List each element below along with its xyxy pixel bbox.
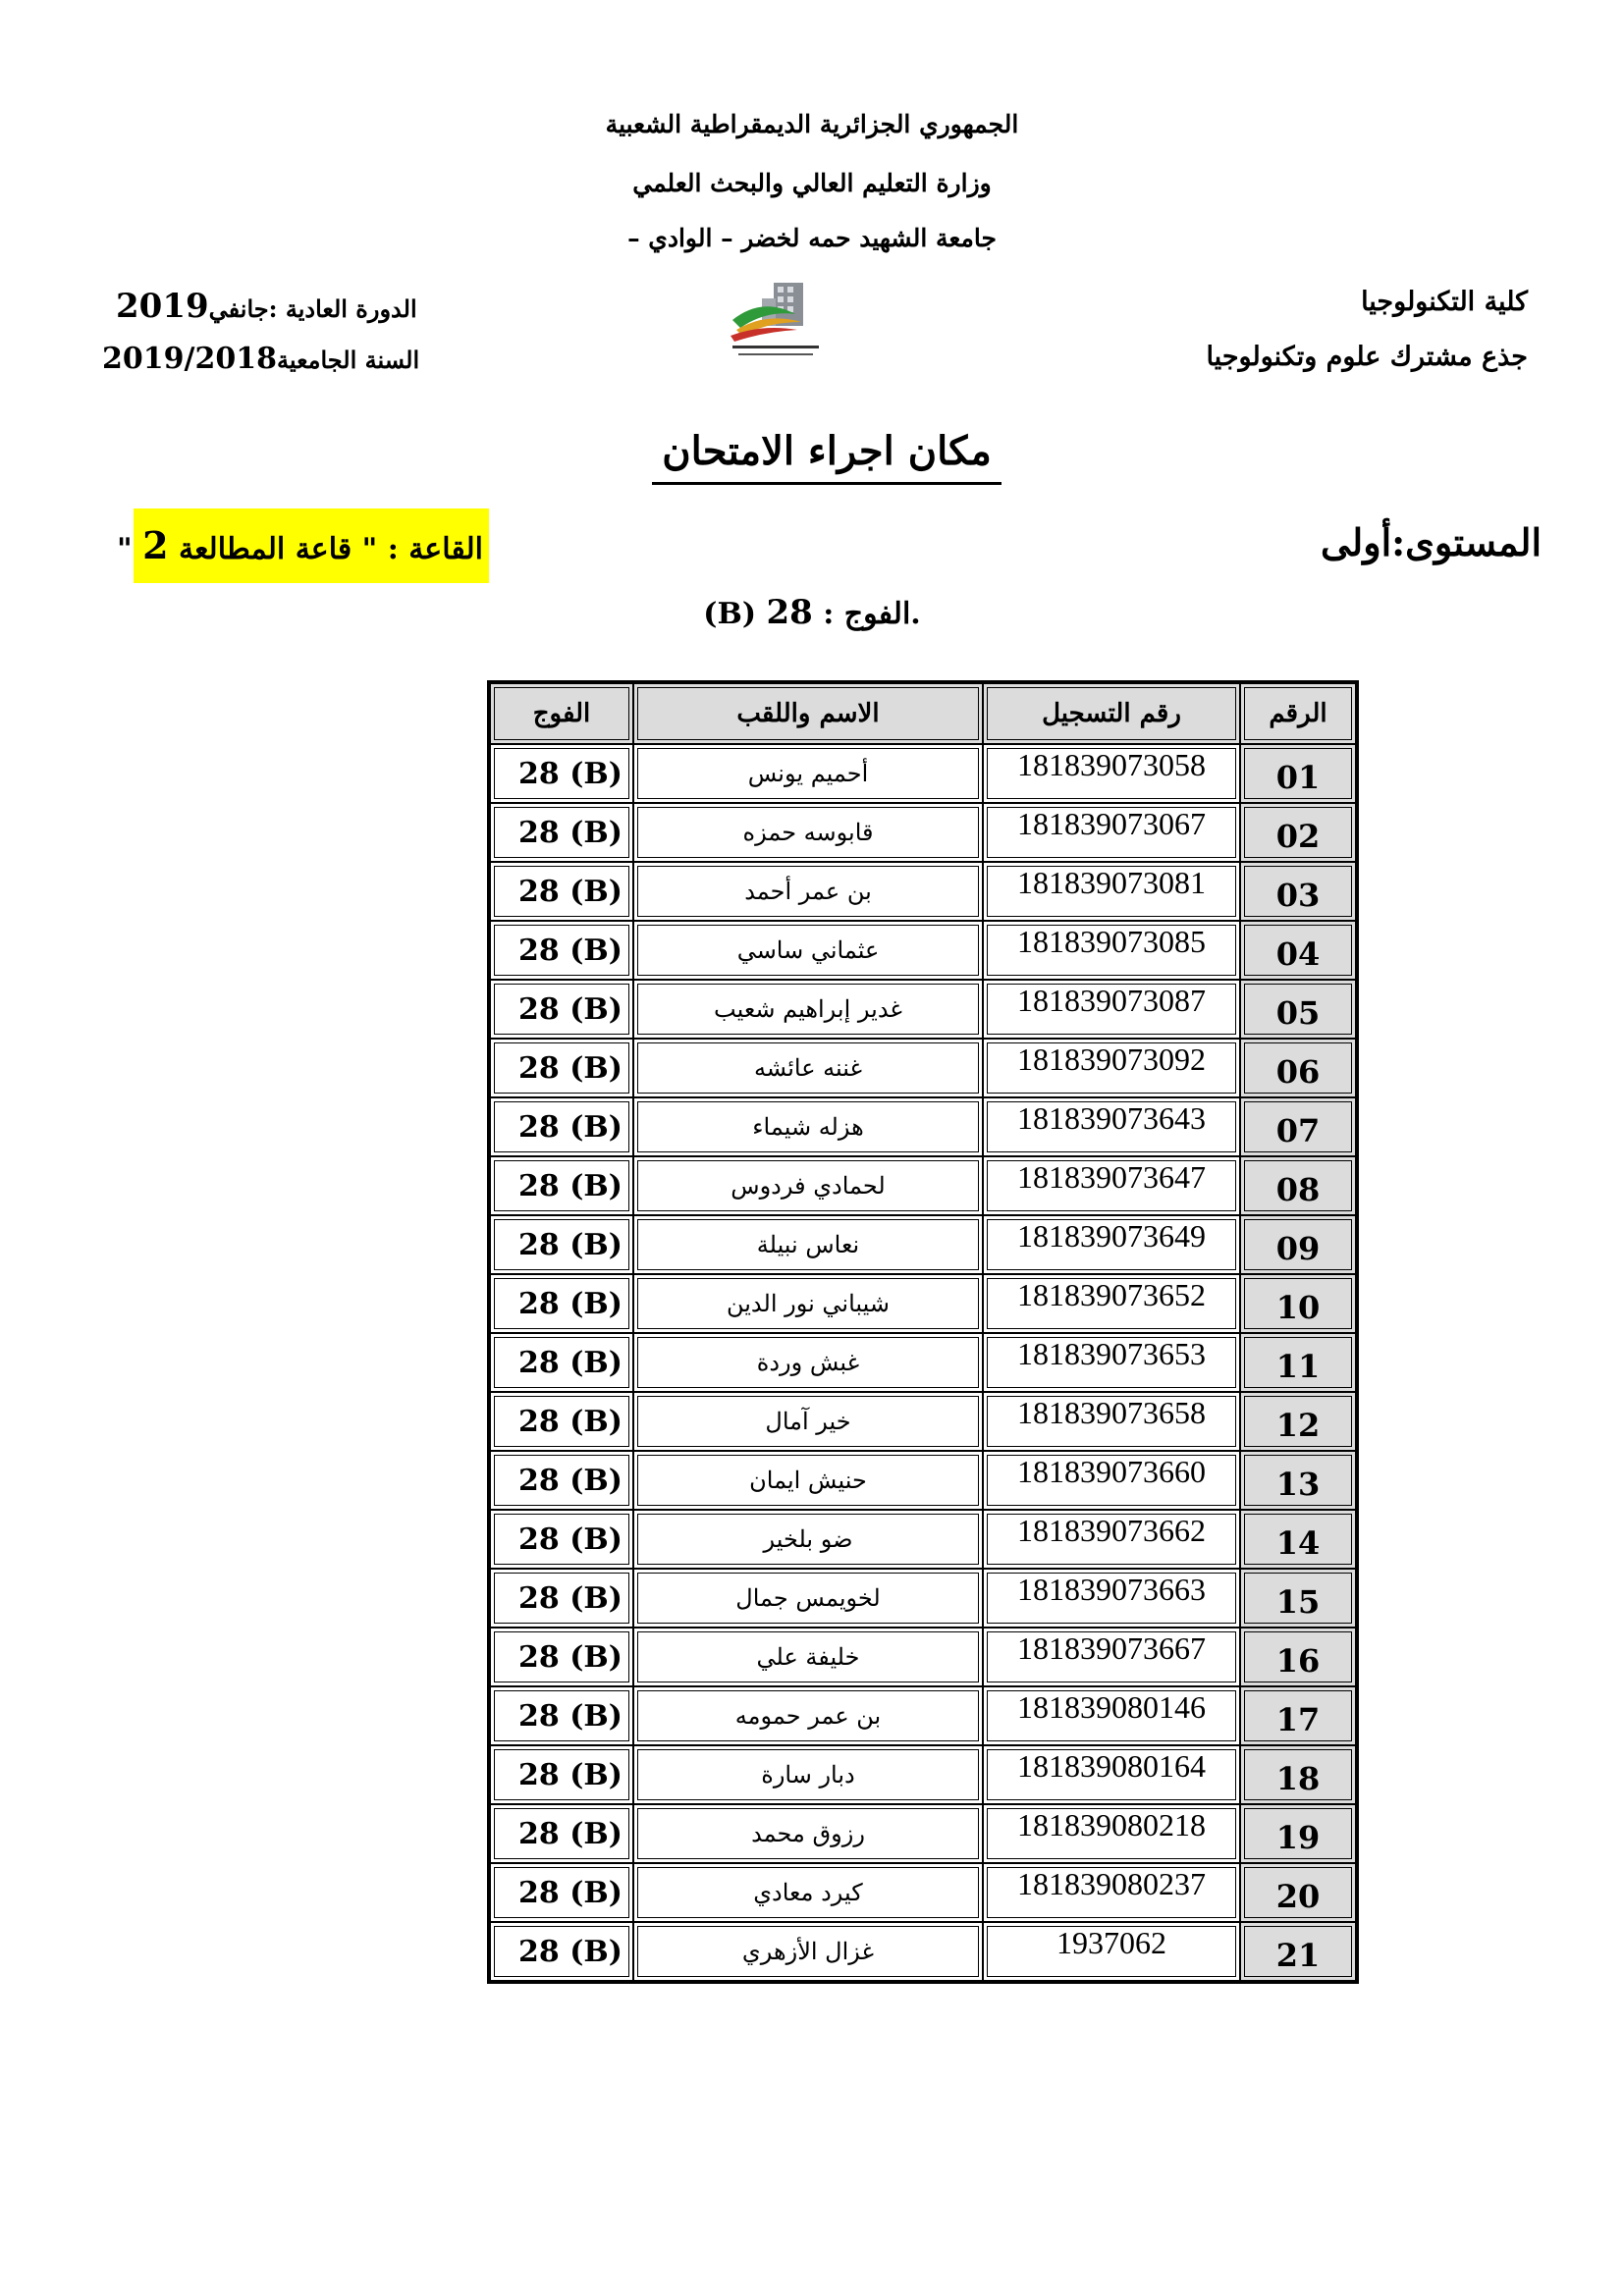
registration-number: 181839080164	[983, 1745, 1240, 1804]
row-number: 14	[1240, 1510, 1356, 1569]
student-name: غزال الأزهري	[633, 1922, 983, 1981]
registration-number: 181839080237	[983, 1863, 1240, 1922]
group-line	[0, 593, 1624, 632]
table-row	[490, 1039, 1356, 1097]
table-row	[490, 1451, 1356, 1510]
row-number: 05	[1240, 980, 1356, 1039]
student-group: 28 (B)	[490, 1156, 633, 1215]
registration-number: 181839073058	[983, 744, 1240, 803]
row-number: 18	[1240, 1745, 1356, 1804]
table-row	[490, 980, 1356, 1039]
registration-number: 181839073663	[983, 1569, 1240, 1628]
row-number: 20	[1240, 1863, 1356, 1922]
registration-number: 181839073092	[983, 1039, 1240, 1097]
student-group: 28 (B)	[490, 803, 633, 862]
table-row	[490, 1392, 1356, 1451]
row-number: 15	[1240, 1569, 1356, 1628]
session-label: الدورة العادية :جانفي	[208, 294, 417, 323]
student-name: دبار سارة	[633, 1745, 983, 1804]
student-name: نعاس نبيلة	[633, 1215, 983, 1274]
student-group: 28 (B)	[490, 1097, 633, 1156]
row-number: 11	[1240, 1333, 1356, 1392]
registration-number: 181839073081	[983, 862, 1240, 921]
row-number: 12	[1240, 1392, 1356, 1451]
registration-number: 181839073643	[983, 1097, 1240, 1156]
student-name: رزوق محمد	[633, 1804, 983, 1863]
republic-line: الجمهوري الجزائرية الديمقراطية الشعبية	[605, 110, 1019, 138]
student-name: لخويمس جمال	[633, 1569, 983, 1628]
students-table	[487, 680, 1359, 1984]
student-group: 28 (B)	[490, 1628, 633, 1686]
row-number: 02	[1240, 803, 1356, 862]
table-row	[490, 1510, 1356, 1569]
student-name: خليفة علي	[633, 1628, 983, 1686]
room-label: القاعة : " قاعة المطالعة	[179, 532, 483, 566]
table-row	[490, 1922, 1356, 1981]
room-number: 2	[142, 523, 169, 567]
table-row	[490, 921, 1356, 980]
academic-year	[102, 342, 419, 376]
table-header-row	[490, 683, 1356, 744]
header-group: الفوج	[490, 683, 633, 744]
faculty-name: كلية التكنولوجيا	[1361, 287, 1528, 317]
row-number: 13	[1240, 1451, 1356, 1510]
student-name: أحميم يونس	[633, 744, 983, 803]
student-group: 28 (B)	[490, 1274, 633, 1333]
academic-year-value: 2019/2018	[102, 342, 277, 376]
student-name: قابوسه حمزه	[633, 803, 983, 862]
registration-number: 1937062	[983, 1922, 1240, 1981]
academic-year-label: السنة الجامعية	[276, 346, 420, 374]
student-name: غننه عائشه	[633, 1039, 983, 1097]
student-name: بن عمر حمومه	[633, 1686, 983, 1745]
registration-number: 181839080218	[983, 1804, 1240, 1863]
table-row	[490, 1215, 1356, 1274]
header-number: الرقم	[1240, 683, 1356, 744]
registration-number: 181839073649	[983, 1215, 1240, 1274]
student-name: غبش وردة	[633, 1333, 983, 1392]
student-name: حنيش ايمان	[633, 1451, 983, 1510]
registration-number: 181839073067	[983, 803, 1240, 862]
table-row	[490, 1274, 1356, 1333]
row-number: 16	[1240, 1628, 1356, 1686]
row-number: 09	[1240, 1215, 1356, 1274]
registration-number: 181839073085	[983, 921, 1240, 980]
group-label: .الفوج :	[823, 597, 921, 631]
row-number: 21	[1240, 1922, 1356, 1981]
table-row	[490, 1333, 1356, 1392]
registration-number: 181839073653	[983, 1333, 1240, 1392]
row-number: 01	[1240, 744, 1356, 803]
student-group: 28 (B)	[490, 1863, 633, 1922]
row-number: 06	[1240, 1039, 1356, 1097]
student-name: لحمادي فردوس	[633, 1156, 983, 1215]
header-full-name: الاسم واللقب	[633, 683, 983, 744]
department-name: جذع مشترك علوم وتكنولوجيا	[1206, 342, 1528, 372]
registration-number: 181839073660	[983, 1451, 1240, 1510]
registration-number: 181839073087	[983, 980, 1240, 1039]
session-year: 2019	[116, 287, 209, 326]
page-title: مكان اجراء الامتحان	[652, 428, 1001, 485]
registration-number: 181839073662	[983, 1510, 1240, 1569]
exam-session	[116, 287, 417, 326]
student-group: 28 (B)	[490, 1922, 633, 1981]
room-close-quote: "	[117, 532, 133, 566]
table-row	[490, 803, 1356, 862]
group-number: 28	[766, 593, 813, 632]
registration-number: 181839073667	[983, 1628, 1240, 1686]
row-number: 03	[1240, 862, 1356, 921]
student-group: 28 (B)	[490, 1215, 633, 1274]
table-row	[490, 1686, 1356, 1745]
university-logo	[723, 277, 829, 371]
table-row	[490, 1569, 1356, 1628]
student-name: عثماني ساسي	[633, 921, 983, 980]
student-group: 28 (B)	[490, 980, 633, 1039]
header-registration: رقم التسجيل	[983, 683, 1240, 744]
row-number: 10	[1240, 1274, 1356, 1333]
room-highlight	[117, 508, 489, 583]
registration-number: 181839073652	[983, 1274, 1240, 1333]
student-name: كيرد معادي	[633, 1863, 983, 1922]
table-body	[490, 744, 1356, 1981]
table-row	[490, 1628, 1356, 1686]
student-group: 28 (B)	[490, 1745, 633, 1804]
student-group: 28 (B)	[490, 1451, 633, 1510]
student-group: 28 (B)	[490, 1333, 633, 1392]
table-row	[490, 1156, 1356, 1215]
row-number: 04	[1240, 921, 1356, 980]
level-label: المستوى:أولى	[1320, 520, 1542, 564]
registration-number: 181839080146	[983, 1686, 1240, 1745]
table-row	[490, 744, 1356, 803]
row-number: 19	[1240, 1804, 1356, 1863]
table-row	[490, 1863, 1356, 1922]
student-group: 28 (B)	[490, 1804, 633, 1863]
student-name: ضو بلخير	[633, 1510, 983, 1569]
table-row	[490, 1745, 1356, 1804]
registration-number: 181839073658	[983, 1392, 1240, 1451]
student-group: 28 (B)	[490, 1392, 633, 1451]
student-name: غدير إبراهيم شعيب	[633, 980, 983, 1039]
student-name: هزله شيماء	[633, 1097, 983, 1156]
student-group: 28 (B)	[490, 1039, 633, 1097]
ministry-line: وزارة التعليم العالي والبحث العلمي	[632, 169, 992, 197]
student-group: 28 (B)	[490, 1569, 633, 1628]
table-row	[490, 1804, 1356, 1863]
student-name: خير آمال	[633, 1392, 983, 1451]
student-group: 28 (B)	[490, 862, 633, 921]
student-name: بن عمر أحمد	[633, 862, 983, 921]
student-group: 28 (B)	[490, 921, 633, 980]
row-number: 07	[1240, 1097, 1356, 1156]
row-number: 17	[1240, 1686, 1356, 1745]
student-group: 28 (B)	[490, 744, 633, 803]
university-line: جامعة الشهيد حمه لخضر – الوادي –	[627, 224, 997, 252]
student-name: شيباني نور الدين	[633, 1274, 983, 1333]
row-number: 08	[1240, 1156, 1356, 1215]
table-row	[490, 862, 1356, 921]
group-letter: (B)	[703, 597, 757, 631]
student-group: 28 (B)	[490, 1510, 633, 1569]
registration-number: 181839073647	[983, 1156, 1240, 1215]
table-row	[490, 1097, 1356, 1156]
student-group: 28 (B)	[490, 1686, 633, 1745]
